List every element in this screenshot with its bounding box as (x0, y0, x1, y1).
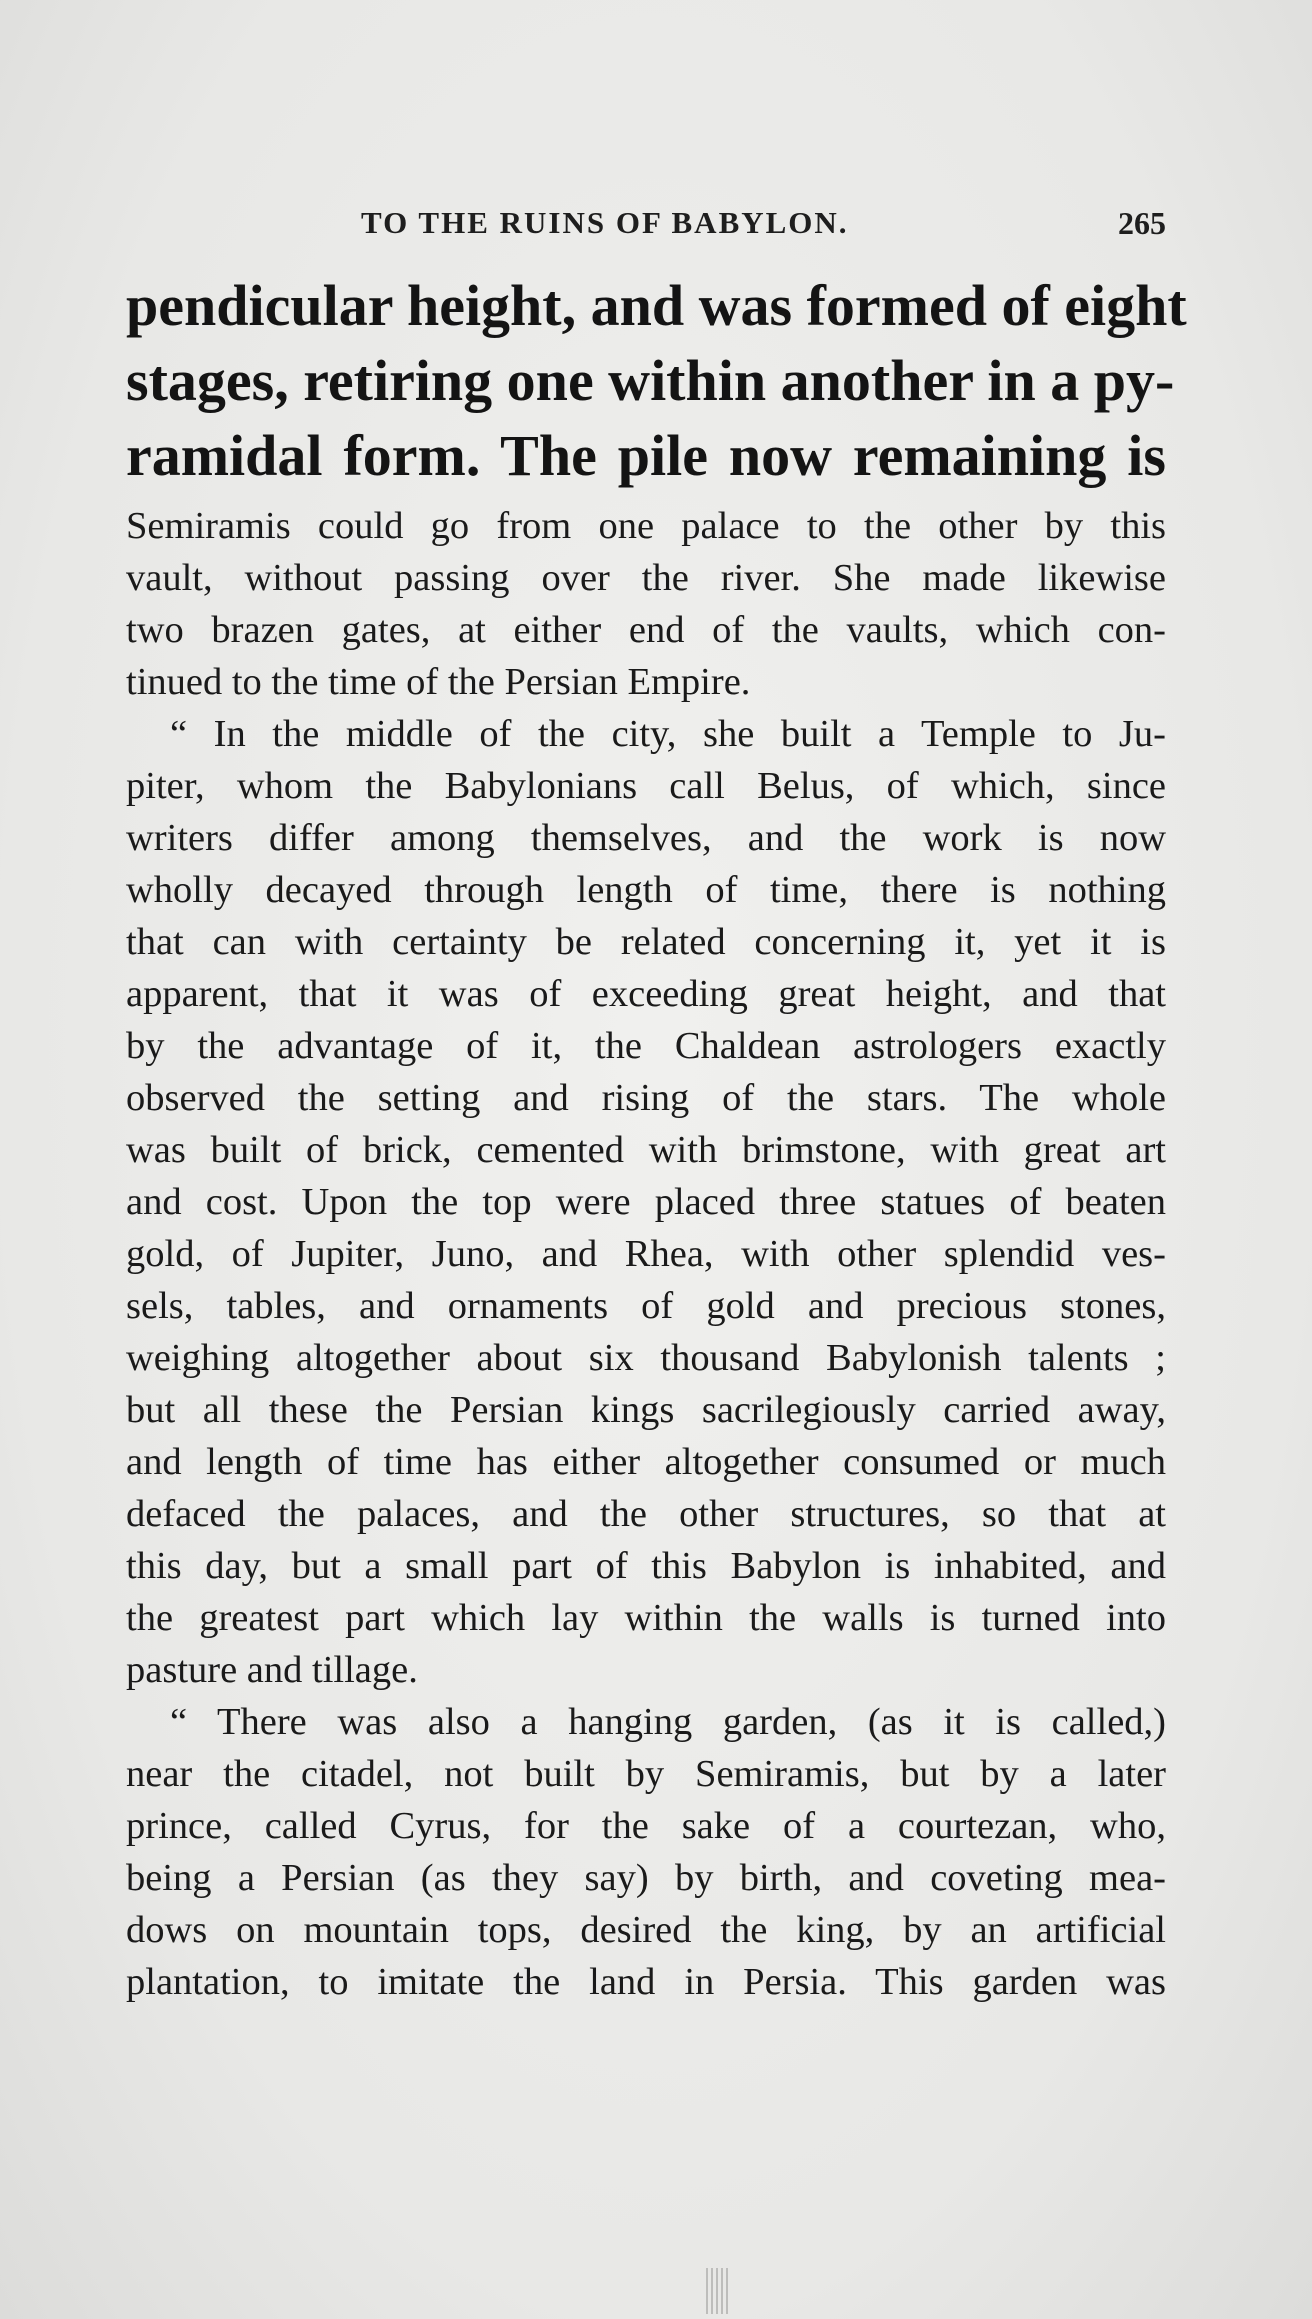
text-line: wholly decayed through length of time, there is nothing (126, 869, 1166, 911)
text-line: Semiramis could go from one palace to the other by this (126, 505, 1166, 547)
page-number: 265 (1118, 205, 1166, 241)
text-line: two brazen gates, at either end of the vaults, which con- (126, 609, 1166, 651)
text-line: that can with certainty be related concerning it, yet it is (126, 921, 1166, 963)
text-line: being a Persian (as they say) by birth, and coveting mea- (126, 1857, 1166, 1899)
binding-shadow-mark (706, 2268, 728, 2314)
text-line: pasture and tillage. (126, 1649, 418, 1691)
text-line: weighing altogether about six thousand Babylonish talents ; (126, 1337, 1166, 1379)
pasted-insert-text (126, 268, 1187, 493)
running-head: TO THE RUINS OF BABYLON. (361, 205, 849, 240)
text-line: gold, of Jupiter, Juno, and Rhea, with other splendid ves- (126, 1233, 1166, 1275)
body-text (126, 500, 1166, 2008)
text-line: defaced the palaces, and the other structures, so that at (126, 1493, 1166, 1535)
text-line: prince, called Cyrus, for the sake of a courtezan, who, (126, 1805, 1166, 1847)
text-line: and length of time has either altogether consumed or much (126, 1441, 1166, 1483)
text-line: sels, tables, and ornaments of gold and precious stones, (126, 1285, 1166, 1327)
text-line: tinued to the time of the Persian Empire. (126, 661, 751, 703)
page-header (126, 205, 1166, 255)
text-line: piter, whom the Babylonians call Belus, of which, since (126, 765, 1166, 807)
text-line: the greatest part which lay within the walls is turned into (126, 1597, 1166, 1639)
text-line: writers differ among themselves, and the work is now (126, 817, 1166, 859)
text-line: “ In the middle of the city, she built a Temple to Ju- (170, 713, 1166, 755)
text-line: was built of brick, cemented with brimstone, with great art (126, 1129, 1166, 1171)
text-line: near the citadel, not built by Semiramis, but by a later (126, 1753, 1166, 1795)
text-line: and cost. Upon the top were placed three statues of beaten (126, 1181, 1166, 1223)
text-line: plantation, to imitate the land in Persia. This garden was (126, 1961, 1166, 2003)
text-line: apparent, that it was of exceeding great height, and that (126, 973, 1166, 1015)
text-line: “ There was also a hanging garden, (as it is called,) (170, 1701, 1166, 1743)
insert-line: stages, retiring one within another in a py- (126, 348, 1175, 413)
insert-line: pendicular height, and was formed of eight (126, 273, 1187, 338)
text-line: this day, but a small part of this Babylon is inhabited, and (126, 1545, 1166, 1587)
text-line: observed the setting and rising of the stars. The whole (126, 1077, 1166, 1119)
text-line: but all these the Persian kings sacrilegiously carried away, (126, 1389, 1166, 1431)
text-line: vault, without passing over the river. She made likewise (126, 557, 1166, 599)
text-line: dows on mountain tops, desired the king, by an artificial (126, 1909, 1166, 1951)
insert-line: ramidal form. The pile now remaining is (126, 423, 1166, 488)
text-line: by the advantage of it, the Chaldean astrologers exactly (126, 1025, 1166, 1067)
